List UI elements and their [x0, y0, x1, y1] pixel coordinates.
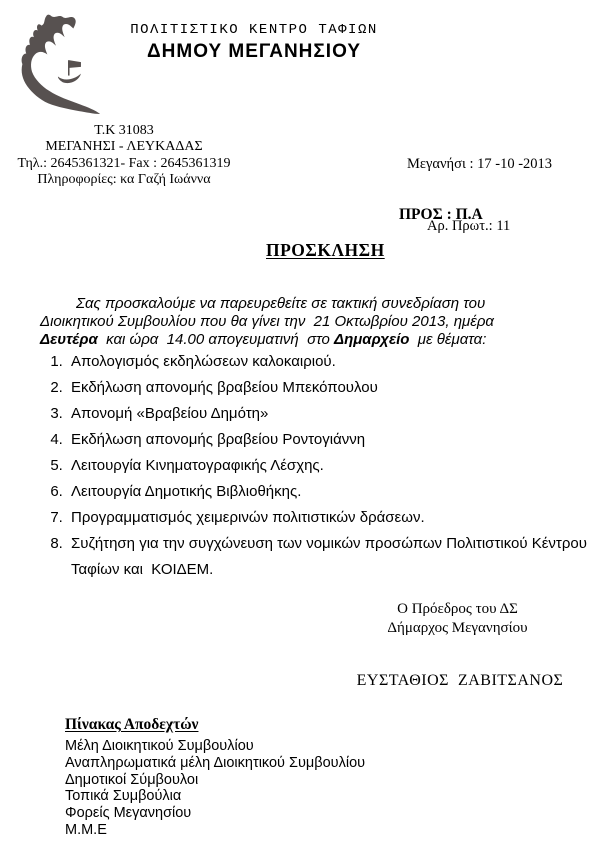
recipients-heading: Πίνακας Αποδεχτών: [65, 716, 199, 733]
intro-text-1: Σας προσκαλούμε να παρευρεθείτε σε τακτική συνεδρίαση του Διοικητικού Συμβουλίου που θα γίνει την 21 Οκτωβρίου 2013, ημέρα: [40, 295, 499, 330]
intro-day-bold: Δευτέρα: [40, 331, 98, 348]
date-line: Μεγανήσι : 17 -10 -2013: [407, 156, 553, 172]
address-block: [0, 123, 248, 188]
org-name-line1: ΠΟΛΙΤΙΣΤΙΚΟ ΚΕΝΤΡΟ ΤΑΦΙΩΝ: [130, 22, 378, 38]
signature-role-line1: Ο Πρόεδρος του ΔΣ: [397, 601, 518, 617]
agenda-item-4: 4. Εκδήλωση απονομής βραβείου Ροντογιάννη: [67, 427, 588, 453]
recipient-line: ΠΡΟΣ : Π.Α: [399, 206, 483, 223]
boat-icon: [58, 60, 81, 83]
intro-text-3: με θέματα:: [409, 331, 487, 348]
signature-role-line2: Δήμαρχος Μεγανησίου: [387, 619, 528, 636]
recipients-item-2: Αναπληρωματικά μέλη Διοικητικού Συμβουλίου: [65, 754, 366, 771]
recipients-table: [65, 716, 365, 839]
signature-name: ΕΥΣΤΑΘΙΟΣ ΖΑΒΙΤΣΑΝΟΣ: [356, 672, 564, 689]
city-line: ΜΕΓΑΝΗΣΙ - ΛΕΥΚΑΔΑΣ: [45, 139, 203, 155]
document-title: ΠΡΟΣΚΛΗΣΗ: [266, 240, 385, 260]
contact-person-line: Πληροφορίες: κα Γαζή Ιωάννα: [37, 171, 211, 187]
org-name-line2: ΔΗΜΟΥ ΜΕΓΑΝΗΣΙΟΥ: [146, 41, 362, 62]
agenda-item-5: 5. Λειτουργία Κινηματογραφικής Λέσχης.: [67, 453, 588, 479]
recipients-items: [65, 738, 365, 839]
recipients-item-5: Φορείς Μεγανησίου: [65, 805, 192, 822]
org-header: [108, 22, 400, 63]
recipients-item-6: Μ.Μ.Ε: [65, 821, 107, 838]
recipients-item-4: Τοπικά Συμβούλια: [65, 788, 182, 805]
agenda-item-1: 1. Απολογισμός εκδηλώσεων καλοκαιριού.: [67, 349, 588, 375]
invitation-paragraph: [40, 295, 537, 349]
postal-code-line: Τ.Κ 31083: [94, 123, 154, 138]
agenda-item-6: 6. Λειτουργία Δημοτικής Βιβλιοθήκης.: [67, 479, 588, 505]
protocol-number-line: Αρ. Πρωτ.: 11: [427, 217, 511, 234]
signature-role-block: [340, 600, 575, 637]
intro-text-2: και ώρα 14.00 απογευματινή στο: [97, 331, 335, 348]
meganisi-island-logo: [8, 13, 104, 117]
agenda-item-2: 2. Εκδήλωση απονομής βραβείου Μπεκόπουλου: [67, 375, 588, 401]
agenda-item-8: 8. Συζήτηση για την συγχώνευση των νομικών προσώπων Πολιτιστικού Κέντρου Ταφίων και ΚΟΙΔΕΜ.: [67, 531, 588, 583]
date-protocol-block: [407, 113, 552, 277]
recipients-item-1: Μέλη Διοικητικού Συμβουλίου: [65, 738, 254, 754]
agenda-items: [40, 349, 591, 583]
agenda-item-3: 3. Απονομή «Βραβείου Δημότη»: [67, 401, 588, 427]
agenda-item-7: 7. Προγραμματισμός χειμερινών πολιτιστικών δράσεων.: [67, 505, 588, 531]
agenda-list: [40, 349, 591, 583]
intro-place-bold: Δημαρχείο: [334, 331, 410, 348]
island-silhouette-icon: [8, 13, 104, 117]
recipients-item-3: Δημοτικοί Σύμβουλοι: [65, 771, 199, 788]
phone-fax-line: Τηλ.: 2645361321- Fax : 2645361319: [17, 155, 231, 171]
